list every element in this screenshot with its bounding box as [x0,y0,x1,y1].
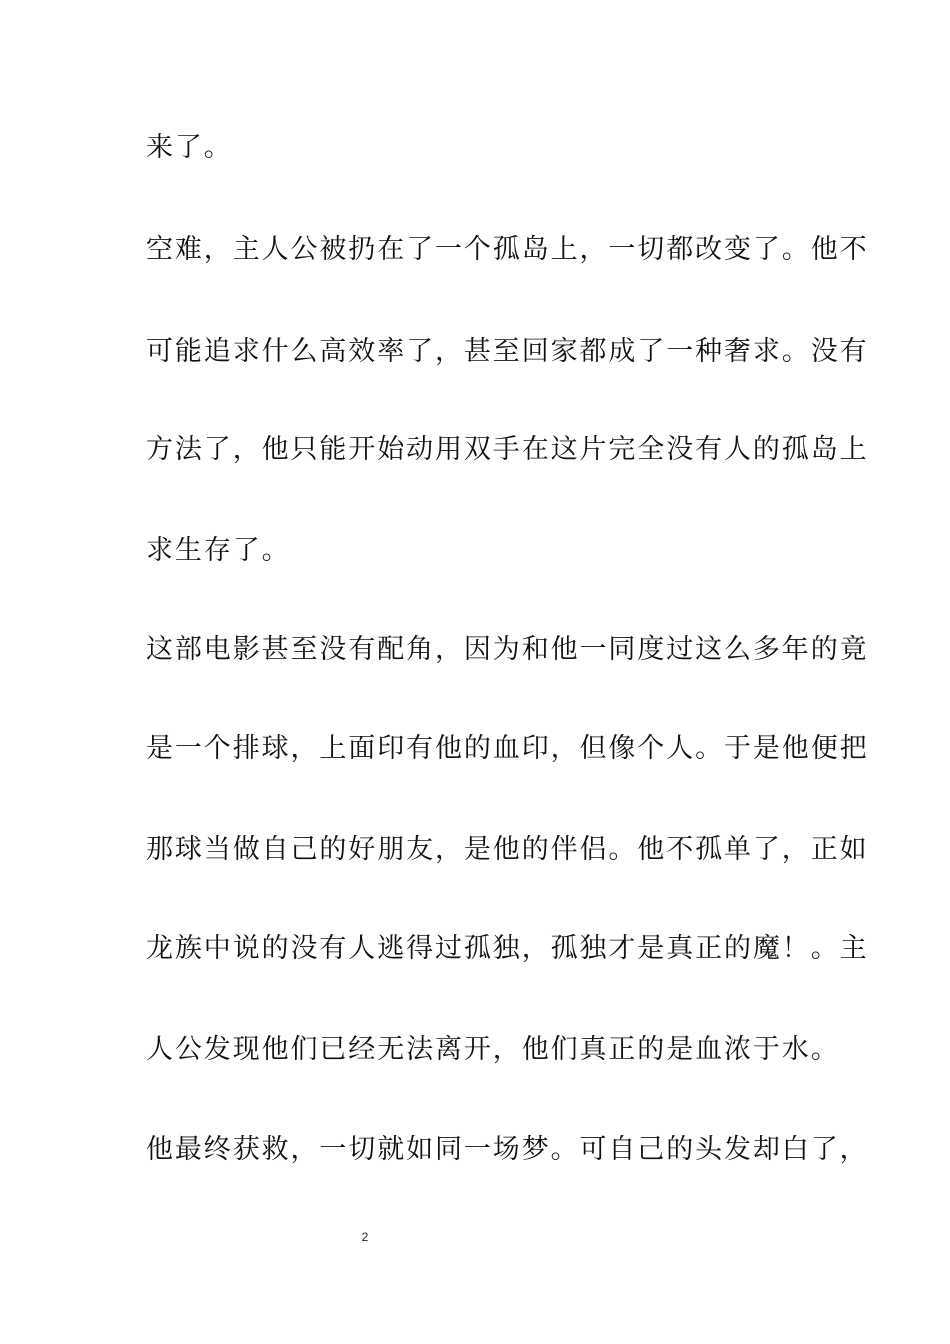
text-line-2: 空难，主人公被扔在了一个孤岛上，一切都改变了。他不 [146,234,869,265]
text-line-3: 可能追求什么高效率了，甚至回家都成了一种奢求。没有 [146,336,869,367]
text-line-1: 来了。 [146,132,233,163]
text-line-11: 他最终获救，一切就如同一场梦。可自己的头发却白了， [146,1134,869,1165]
text-line-8: 那球当做自己的好朋友，是他的伴侣。他不孤单了，正如 [146,834,869,865]
text-line-7: 是一个排球，上面印有他的血印，但像个人。于是他便把 [146,733,869,764]
text-line-4: 方法了，他只能开始动用双手在这片完全没有人的孤岛上 [146,434,869,465]
text-line-10: 人公发现他们已经无法离开，他们真正的是血浓于水。 [146,1034,840,1065]
text-line-6: 这部电影甚至没有配角，因为和他一同度过这么多年的竟 [146,634,869,665]
text-line-9: 龙族中说的没有人逃得过孤独，孤独才是真正的魔！。主 [146,933,869,964]
text-line-5: 求生存了。 [146,535,291,566]
page-number: 2 [361,1230,369,1244]
